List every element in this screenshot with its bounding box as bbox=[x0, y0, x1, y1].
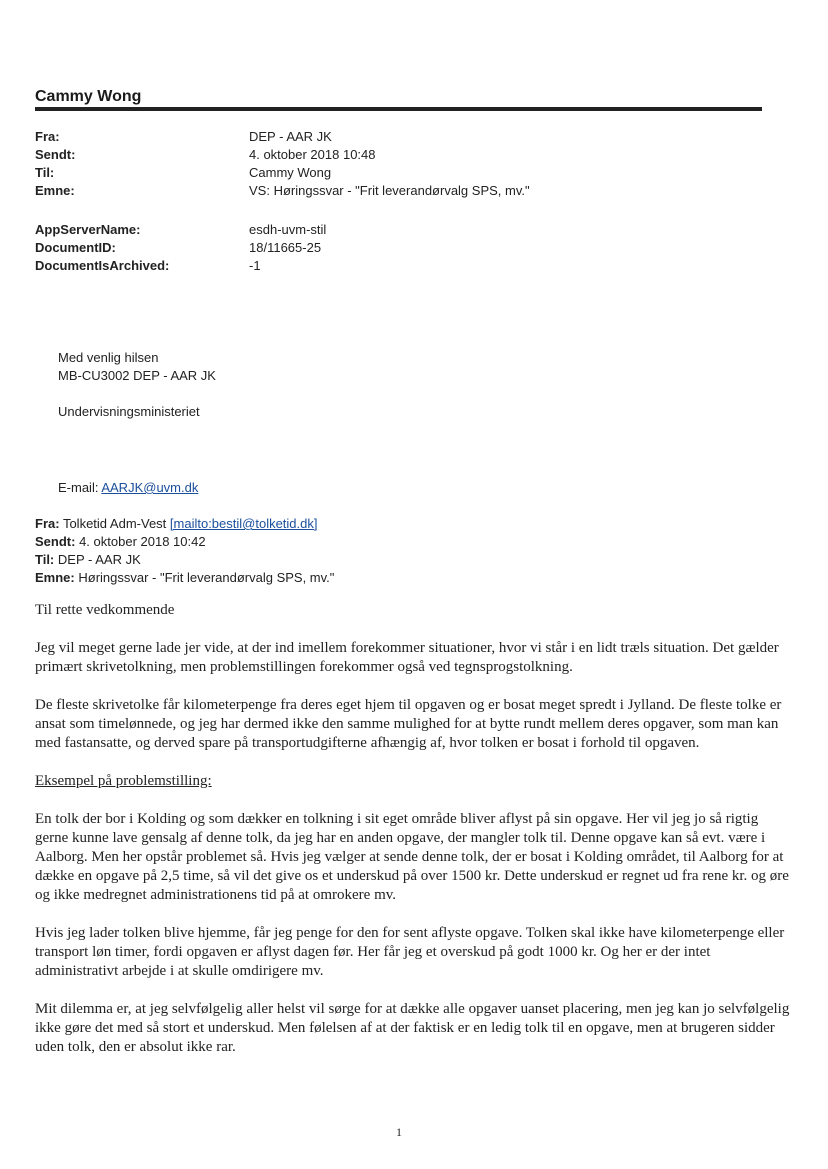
fwd-to-row bbox=[35, 551, 334, 569]
letter-paragraph-2: De fleste skrivetolke får kilometerpenge fra deres eget hjem til opgaven og er bosat meget spredt i Jylland. De fleste tolke er ansat som timelønnede, og jeg har dermed ikke den samme mulighed for at bytte rundt mellem deres opgaver, som man kan med fastansatte, og derved spare på transportudgifterne afhængig af, hvor tolken er bosat i forhold til opgaven. bbox=[35, 697, 782, 751]
forwarded-header bbox=[35, 515, 334, 587]
meta-row-appserver bbox=[35, 221, 755, 239]
sender-name: Cammy Wong bbox=[35, 88, 142, 105]
email-label: E-mail: bbox=[58, 480, 102, 495]
letter-paragraph-1: Jeg vil meget gerne lade jer vide, at der ind imellem forekommer situationer, hvor vi står i en lidt træls situation. Det gælder primært skrivetolkning, men problemstillingen forekommer også ved tegnsprogstolkning. bbox=[35, 640, 779, 675]
meta-row-documentid bbox=[35, 239, 755, 257]
fwd-from-row bbox=[35, 515, 334, 533]
letter-paragraph-4: Hvis jeg lader tolken blive hjemme, får jeg penge for den for sent aflyste opgave. Tolken skal ikke have kilometerpenge eller transport løn timer, fordi opgaven er aflyst dagen før. Her får jeg et overskud på godt 1000 kr. Og her er der intet administrativt arbejde i at skulle omdirigere mv. bbox=[35, 925, 785, 979]
fwd-subject-row bbox=[35, 569, 334, 587]
header-value: DEP - AAR JK bbox=[249, 129, 332, 144]
meta-value: esdh-uvm-stil bbox=[249, 222, 327, 237]
header-value: 4. oktober 2018 10:48 bbox=[249, 147, 376, 162]
fwd-from-value: Tolketid Adm-Vest bbox=[62, 516, 170, 531]
fwd-sent-label: Sendt: bbox=[35, 534, 76, 549]
header-row-subject bbox=[35, 182, 755, 200]
document-meta bbox=[35, 221, 755, 275]
header-row-sent bbox=[35, 146, 755, 164]
signature-email-line bbox=[58, 480, 198, 495]
meta-label: DocumentID: bbox=[35, 240, 116, 255]
header-label: Sendt: bbox=[35, 147, 76, 162]
fwd-sent-row bbox=[35, 533, 334, 551]
meta-row-archived bbox=[35, 257, 755, 275]
signature-org: Undervisningsministeriet bbox=[58, 404, 200, 419]
header-value: VS: Høringssvar - "Frit leverandørvalg SPS, mv." bbox=[249, 183, 530, 198]
meta-value: 18/11665-25 bbox=[249, 240, 322, 255]
header-label: Fra: bbox=[35, 129, 60, 144]
header-divider bbox=[35, 107, 762, 111]
meta-value: -1 bbox=[249, 258, 261, 273]
fwd-from-mailto-link[interactable]: [mailto:bestil@tolketid.dk] bbox=[169, 516, 318, 531]
header-label: Emne: bbox=[35, 183, 75, 198]
meta-label: DocumentIsArchived: bbox=[35, 258, 170, 273]
header-label: Til: bbox=[35, 165, 55, 180]
letter-body bbox=[35, 601, 795, 1076]
fwd-from-label: Fra: bbox=[35, 516, 60, 531]
letter-example-heading: Eksempel på problemstilling: bbox=[35, 773, 212, 789]
header-row-from bbox=[35, 128, 755, 146]
letter-paragraph-5: Mit dilemma er, at jeg selvfølgelig aller helst vil sørge for at dække alle opgaver uanset placering, men jeg kan jo selvfølgelig ikke gøre det med så stort et underskud. Men følelsen af at der faktisk er en ledig tolk til en opgave, men at brugeren sidder uden tolk, den er absolut ikke rar. bbox=[35, 1001, 790, 1055]
fwd-subject-value: Høringssvar - "Frit leverandørvalg SPS, mv." bbox=[78, 570, 335, 585]
email-header bbox=[35, 128, 755, 200]
signature-dept: MB-CU3002 DEP - AAR JK bbox=[58, 368, 216, 383]
fwd-to-label: Til: bbox=[35, 552, 55, 567]
letter-paragraph-3: En tolk der bor i Kolding og som dækker en tolkning i sit eget område bliver aflyst på sin opgave. Her vil jeg jo så rigtig gerne kunne lave gensalg af denne tolk, da jeg har en anden opgave, der mangler tolk til. Denne opgave kan så evt. være i Aalborg. Men her opstår problemet så. Hvis jeg vælger at sende denne tolk, der er bosat i Kolding området, til Aalborg for at dække en opgave på 2,5 time, så vil det give os et underskud på over 1500 kr. Dette underskud er regnet ud fra rene kr. og øre og ikke medregnet administrationens tid på at omrokere mv. bbox=[35, 811, 789, 903]
meta-label: AppServerName: bbox=[35, 222, 141, 237]
header-value: Cammy Wong bbox=[249, 165, 332, 180]
fwd-to-value: DEP - AAR JK bbox=[57, 552, 141, 567]
fwd-sent-value: 4. oktober 2018 10:42 bbox=[79, 534, 206, 549]
page-number: 1 bbox=[396, 1125, 402, 1139]
fwd-subject-label: Emne: bbox=[35, 570, 75, 585]
email-link[interactable]: AARJK@uvm.dk bbox=[101, 480, 199, 495]
letter-greeting: Til rette vedkommende bbox=[35, 602, 175, 618]
header-row-to bbox=[35, 164, 755, 182]
signature-block bbox=[58, 349, 216, 421]
signature-greeting: Med venlig hilsen bbox=[58, 350, 159, 365]
